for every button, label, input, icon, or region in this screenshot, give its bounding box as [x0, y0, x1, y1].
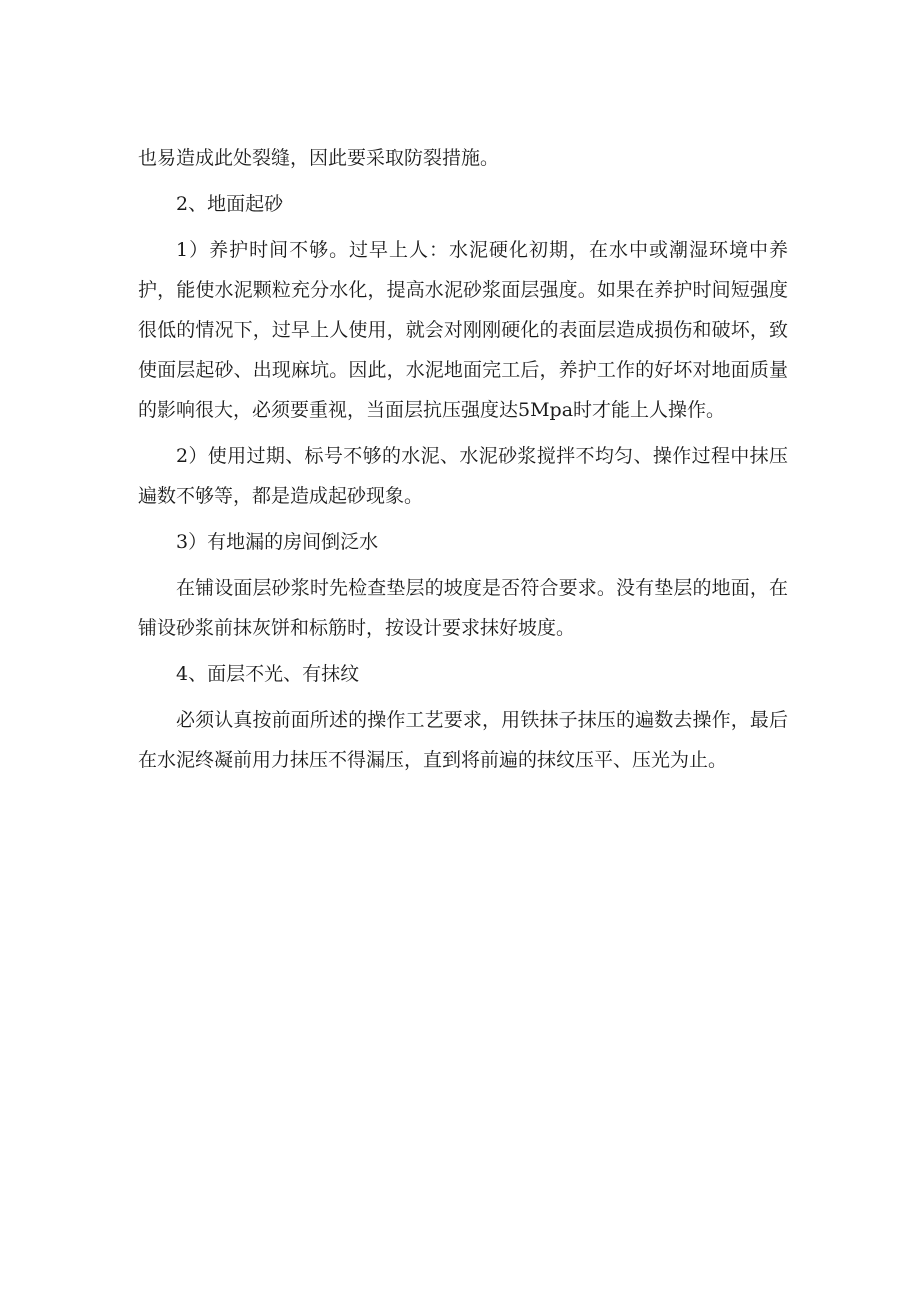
- subheading-floor-drain: 3）有地漏的房间倒泛水: [176, 531, 379, 553]
- document-body: [138, 138, 788, 786]
- paragraph-crack-prevention: 也易造成此处裂缝，因此要采取防裂措施。: [138, 147, 500, 169]
- paragraph-expired-cement: 2）使用过期、标号不够的水泥、水泥砂浆搅拌不均匀、操作过程中抹压遍数不够等，都是造成起砂现象。: [138, 445, 788, 507]
- paragraph-curing-time: 1）养护时间不够。过早上人：水泥硬化初期，在水中或潮湿环境中养护，能使水泥颗粒充分水化，提高水泥砂浆面层强度。如果在养护时间短强度很低的情况下，过早上人使用，就会对刚刚硬化的表面层造成损伤和破坏，致使面层起砂、出现麻坑。因此，水泥地面完工后，养护工作的好坏对地面质量的影响很大，必须要重视，当面层抗压强度达5Mpa时才能上人操作。: [138, 239, 788, 421]
- paragraph-slope-check: 在铺设面层砂浆时先检查垫层的坡度是否符合要求。没有垫层的地面，在铺设砂浆前抹灰饼和标筋时，按设计要求抹好坡度。: [138, 577, 788, 639]
- section-heading-sanding: 2、地面起砂: [176, 193, 284, 215]
- section-heading-surface-finish: 4、面层不光、有抹纹: [176, 663, 360, 685]
- paragraph-troweling: 必须认真按前面所述的操作工艺要求，用铁抹子抹压的遍数去操作，最后在水泥终凝前用力抹压不得漏压，直到将前遍的抹纹压平、压光为止。: [138, 709, 788, 771]
